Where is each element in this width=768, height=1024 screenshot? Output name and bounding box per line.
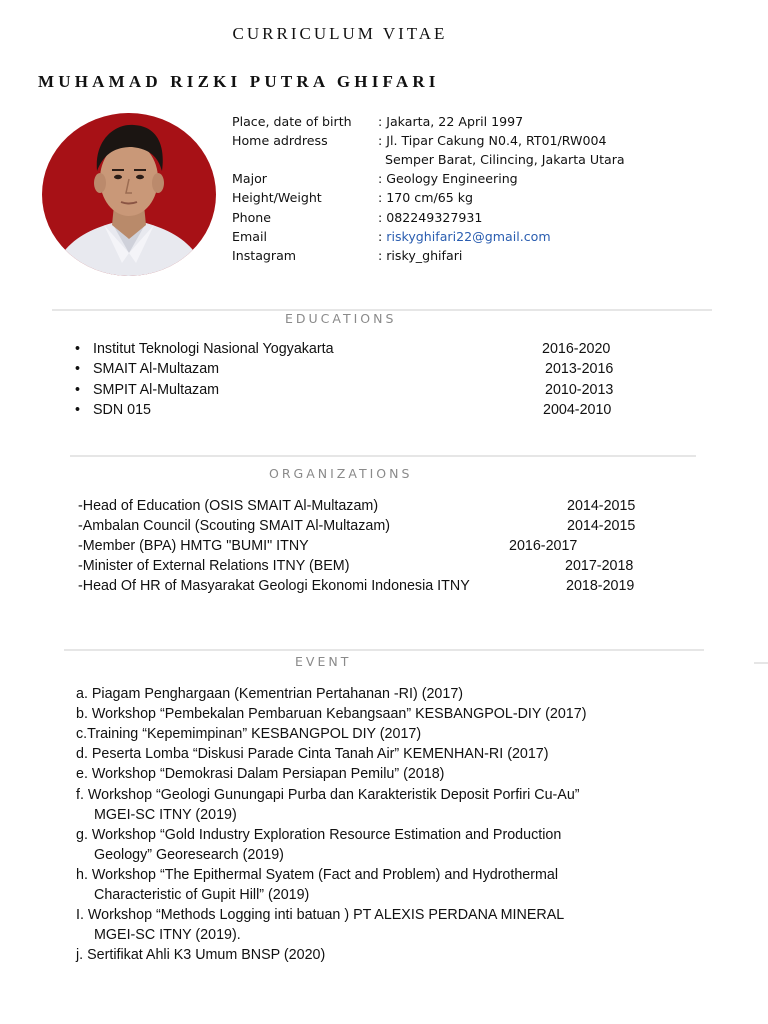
major-value: : Geology Engineering bbox=[378, 171, 518, 186]
info-row-instagram bbox=[232, 246, 462, 265]
organizations-heading: ORGANIZATIONS bbox=[269, 466, 413, 481]
organization-item: -Ambalan Council (Scouting SMAIT Al-Multazam) bbox=[78, 518, 390, 534]
event-item: g. Workshop “Gold Industry Exploration Resource Estimation and Production bbox=[76, 827, 562, 843]
email-link[interactable]: riskyghifari22@gmail.com bbox=[386, 229, 551, 244]
organization-years: 2016-2017 bbox=[509, 538, 578, 554]
info-row-birth bbox=[232, 112, 523, 131]
phone-value: : 082249327931 bbox=[378, 210, 483, 225]
event-item: I. Workshop “Methods Logging inti batuan ) PT ALEXIS PERDANA MINERAL bbox=[76, 907, 565, 923]
education-years: 2013-2016 bbox=[545, 361, 614, 377]
organization-years: 2014-2015 bbox=[567, 518, 636, 534]
info-row-email bbox=[232, 227, 551, 246]
info-row-height-weight bbox=[232, 188, 473, 207]
education-years: 2016-2020 bbox=[542, 341, 611, 357]
event-item: b. Workshop “Pembekalan Pembaruan Kebangsaan” KESBANGPOL-DIY (2017) bbox=[76, 706, 587, 722]
info-row-major bbox=[232, 169, 518, 188]
bullet-icon: • bbox=[75, 402, 81, 418]
event-item-continuation: Geology” Georesearch (2019) bbox=[94, 847, 284, 863]
address-label: Home adrdress bbox=[232, 133, 328, 148]
event-item: f. Workshop “Geologi Gunungapi Purba dan Karakteristik Deposit Porfiri Cu-Au” bbox=[76, 787, 580, 803]
education-years: 2004-2010 bbox=[543, 402, 612, 418]
organization-item: -Head Of HR of Masyarakat Geologi Ekonomi Indonesia ITNY bbox=[78, 578, 470, 594]
event-item: h. Workshop “The Epithermal Syatem (Fact and Problem) and Hydrothermal bbox=[76, 867, 559, 883]
instagram-value: : risky_ghifari bbox=[378, 248, 463, 263]
education-school: Institut Teknologi Nasional Yogyakarta bbox=[93, 341, 334, 357]
education-item bbox=[75, 361, 219, 377]
education-item bbox=[75, 341, 334, 357]
organization-item: -Head of Education (OSIS SMAIT Al-Multazam) bbox=[78, 498, 379, 514]
instagram-label: Instagram bbox=[232, 248, 297, 263]
section-divider-organizations bbox=[70, 455, 696, 457]
organization-years: 2018-2019 bbox=[566, 578, 635, 594]
email-colon: : bbox=[378, 229, 383, 244]
major-label: Major bbox=[232, 171, 267, 186]
bullet-icon: • bbox=[75, 341, 81, 357]
event-item: e. Workshop “Demokrasi Dalam Persiapan Pemilu” (2018) bbox=[76, 766, 445, 782]
education-item bbox=[75, 402, 151, 418]
education-school: SMPIT Al-Multazam bbox=[93, 382, 220, 398]
edge-divider-fragment bbox=[754, 662, 768, 664]
education-item bbox=[75, 382, 219, 398]
person-name: MUHAMAD RIZKI PUTRA GHIFARI bbox=[38, 72, 440, 91]
event-item-continuation: Characteristic of Gupit Hill” (2019) bbox=[94, 887, 310, 903]
bullet-icon: • bbox=[75, 382, 81, 398]
organization-years: 2014-2015 bbox=[567, 498, 636, 514]
portrait-illustration bbox=[42, 113, 216, 276]
event-item-continuation: MGEI-SC ITNY (2019). bbox=[94, 927, 241, 943]
height-weight-value: : 170 cm/65 kg bbox=[378, 190, 474, 205]
bullet-icon: • bbox=[75, 361, 81, 377]
section-divider-event bbox=[64, 649, 704, 651]
profile-photo bbox=[42, 113, 216, 276]
education-school: SDN 015 bbox=[93, 402, 152, 418]
address-value-line2: Semper Barat, Cilincing, Jakarta Utara bbox=[385, 152, 625, 167]
event-heading: EVENT bbox=[295, 654, 352, 669]
event-item: j. Sertifikat Ahli K3 Umum BNSP (2020) bbox=[76, 947, 326, 963]
organization-item: -Member (BPA) HMTG "BUMI" ITNY bbox=[78, 538, 309, 554]
organization-years: 2017-2018 bbox=[565, 558, 634, 574]
email-label: Email bbox=[232, 229, 267, 244]
address-value-line1: : Jl. Tipar Cakung N0.4, RT01/RW004 bbox=[378, 133, 607, 148]
phone-label: Phone bbox=[232, 210, 272, 225]
info-row-address bbox=[232, 131, 607, 150]
info-row-address-cont bbox=[385, 150, 625, 169]
event-item-continuation: MGEI-SC ITNY (2019) bbox=[94, 807, 237, 823]
height-weight-label: Height/Weight bbox=[232, 190, 322, 205]
birth-label: Place, date of birth bbox=[232, 114, 352, 129]
educations-heading: EDUCATIONS bbox=[285, 311, 397, 326]
info-row-phone bbox=[232, 208, 482, 227]
event-item: a. Piagam Penghargaan (Kementrian Pertahanan -RI) (2017) bbox=[76, 686, 464, 702]
event-item: d. Peserta Lomba “Diskusi Parade Cinta Tanah Air” KEMENHAN-RI (2017) bbox=[76, 746, 549, 762]
birth-value: : Jakarta, 22 April 1997 bbox=[378, 114, 524, 129]
event-item: c.Training “Kepemimpinan” KESBANGPOL DIY (2017) bbox=[76, 726, 422, 742]
organization-item: -Minister of External Relations ITNY (BEM) bbox=[78, 558, 350, 574]
education-school: SMAIT Al-Multazam bbox=[93, 361, 220, 377]
education-years: 2010-2013 bbox=[545, 382, 614, 398]
document-title: CURRICULUM VITAE bbox=[232, 24, 448, 43]
